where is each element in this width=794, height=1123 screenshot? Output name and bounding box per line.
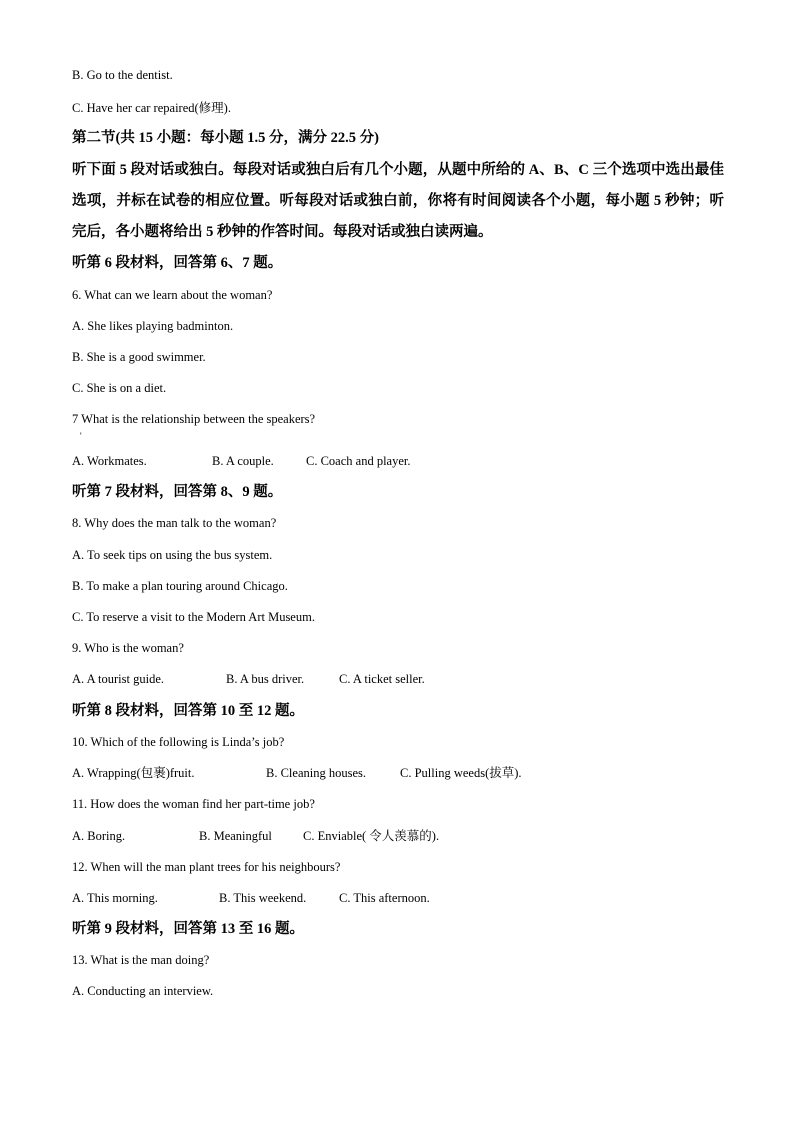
q7-option-b: B. A couple. [212, 454, 274, 468]
q12-question: 12. When will the man plant trees for his neighbours? [72, 860, 341, 874]
q12-option-b: B. This weekend. [219, 891, 307, 905]
section2-heading: 第二节(共 15 小题：每小题 1.5 分，满分 22.5 分) [72, 130, 379, 146]
q10-option-b: B. Cleaning houses. [266, 766, 366, 780]
material6-heading: 听第 6 段材料，回答第 6、7 题。 [72, 255, 283, 271]
q8-option-b: B. To make a plan touring around Chicago. [72, 579, 288, 593]
q10-option-a: A. Wrapping(包裹)fruit. [72, 766, 195, 780]
q9-option-b: B. A bus driver. [226, 672, 305, 686]
q7-option-a: A. Workmates. [72, 454, 147, 468]
q5-option-b: B. Go to the dentist. [72, 68, 173, 82]
q7-question: 7 What is the relationship between the speakers? [72, 412, 316, 426]
q6-option-a: A. She likes playing badminton. [72, 319, 234, 333]
q13-option-a: A. Conducting an interview. [72, 984, 214, 998]
material8-heading: 听第 8 段材料，回答第 10 至 12 题。 [72, 703, 304, 719]
q5-option-c: C. Have her car repaired(修理). [72, 101, 231, 115]
q10-question: 10. Which of the following is Linda’s job? [72, 735, 285, 749]
material7-heading: 听第 7 段材料，回答第 8、9 题。 [72, 484, 283, 500]
q11-option-b: B. Meaningful [199, 829, 272, 843]
q12-option-c: C. This afternoon. [339, 891, 430, 905]
section2-instructions: 听下面 5 段对话或独白。每段对话或独白后有几个小题，从题中所给的 A、B、C 三个选项中选出最佳选项，并标在试卷的相应位置。听每段对话或独白前，你将有时间阅读各个小题，每小题 5 秒钟；听完后，各小题将给出 5 秒钟的作答时间。每段对话或独白读两遍。 [72, 162, 724, 240]
q6-option-c: C. She is on a diet. [72, 381, 167, 395]
q8-option-c: C. To reserve a visit to the Modern Art Museum. [72, 610, 315, 624]
q11-question: 11. How does the woman find her part-time job? [72, 797, 315, 811]
q9-question: 9. Who is the woman? [72, 641, 184, 655]
q7-option-c: C. Coach and player. [306, 454, 411, 468]
q7-mark: ' [80, 431, 82, 441]
q9-option-a: A. A tourist guide. [72, 672, 165, 686]
q11-option-c: C. Enviable( 令人羡慕的). [303, 829, 440, 843]
q10-option-c: C. Pulling weeds(拔草). [400, 766, 522, 780]
q8-question: 8. Why does the man talk to the woman? [72, 516, 277, 530]
q11-option-a: A. Boring. [72, 829, 126, 843]
q13-question: 13. What is the man doing? [72, 953, 210, 967]
q8-option-a: A. To seek tips on using the bus system. [72, 548, 273, 562]
q6-option-b: B. She is a good swimmer. [72, 350, 206, 364]
q9-option-c: C. A ticket seller. [339, 672, 425, 686]
material9-heading: 听第 9 段材料，回答第 13 至 16 题。 [72, 921, 304, 937]
q12-option-a: A. This morning. [72, 891, 158, 905]
q6-question: 6. What can we learn about the woman? [72, 288, 273, 302]
